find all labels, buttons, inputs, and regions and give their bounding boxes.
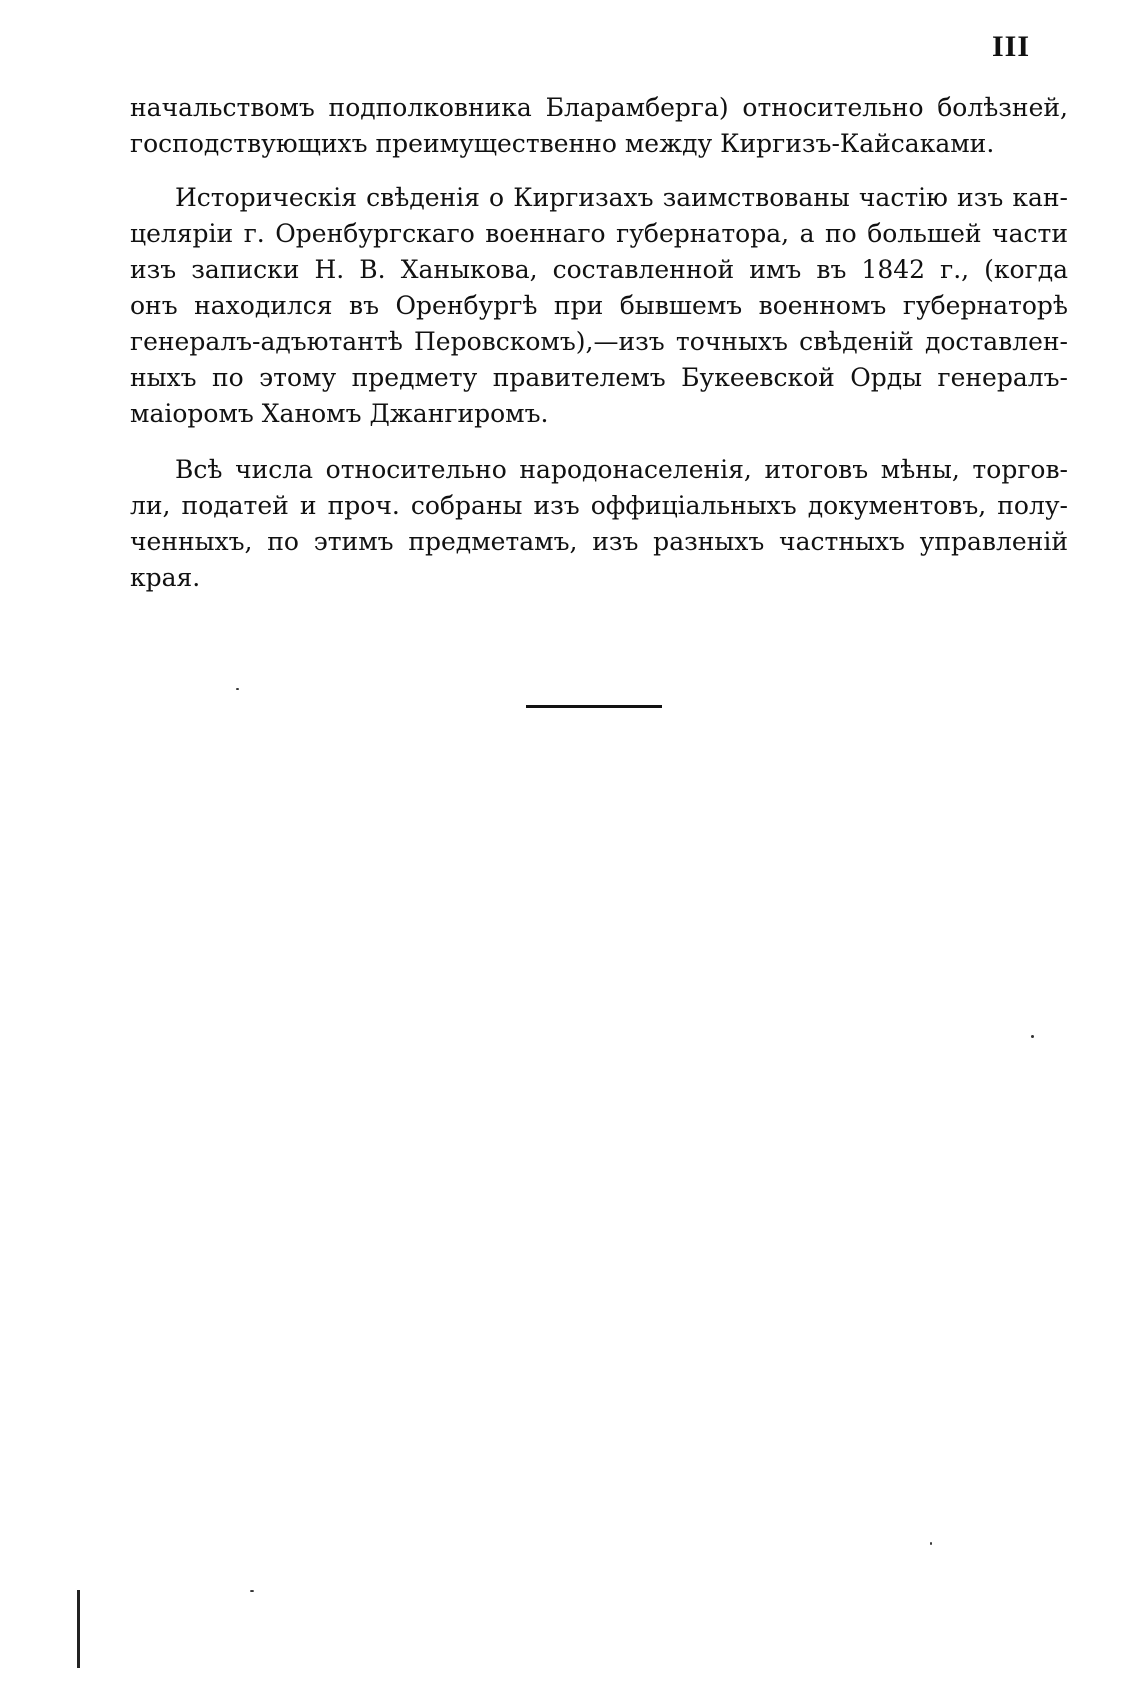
text-line: Историческія свѣденія о Киргизахъ заимствованы частію изъ кан- [175,183,1068,212]
paragraph-historical-sources [130,180,1068,432]
text-line: целяріи г. Оренбургскаго военнаго губернатора, а по большей части [130,219,1068,248]
text-line: Всѣ числа относительно народонаселенія, итоговъ мѣны, торгов- [175,455,1068,484]
text-line: господствующихъ преимущественно между Киргизъ-Кайсаками. [130,129,995,158]
section-divider [526,705,662,708]
paragraph-continuation [130,90,1068,162]
text-line: генералъ-адъютантѣ Перовскомъ),—изъ точныхъ свѣденій доставлен- [130,327,1068,356]
scan-speck [1031,1035,1034,1038]
scan-edge-mark [77,1590,80,1668]
page-number: III [991,30,1030,63]
text-line: изъ записки Н. В. Ханыкова, составленной имъ въ 1842 г., (когда [130,255,1068,284]
text-line: края. [130,563,201,592]
paragraph-statistics-sources [130,452,1068,596]
text-line: маіоромъ Ханомъ Джангиромъ. [130,399,549,428]
text-line: ли, податей и проч. собраны изъ оффиціальныхъ документовъ, полу- [130,491,1068,520]
text-line: начальствомъ подполковника Бларамберга) относительно болѣзней, [130,93,1068,122]
scan-speck [250,1590,254,1592]
text-line: онъ находился въ Оренбургѣ при бывшемъ военномъ губернаторѣ [130,291,1068,320]
text-line: ныхъ по этому предмету правителемъ Букеевской Орды генералъ- [130,363,1068,392]
scan-speck [930,1542,932,1545]
scan-speck [236,688,239,690]
text-line: ченныхъ, по этимъ предметамъ, изъ разныхъ частныхъ управленій [130,527,1068,556]
